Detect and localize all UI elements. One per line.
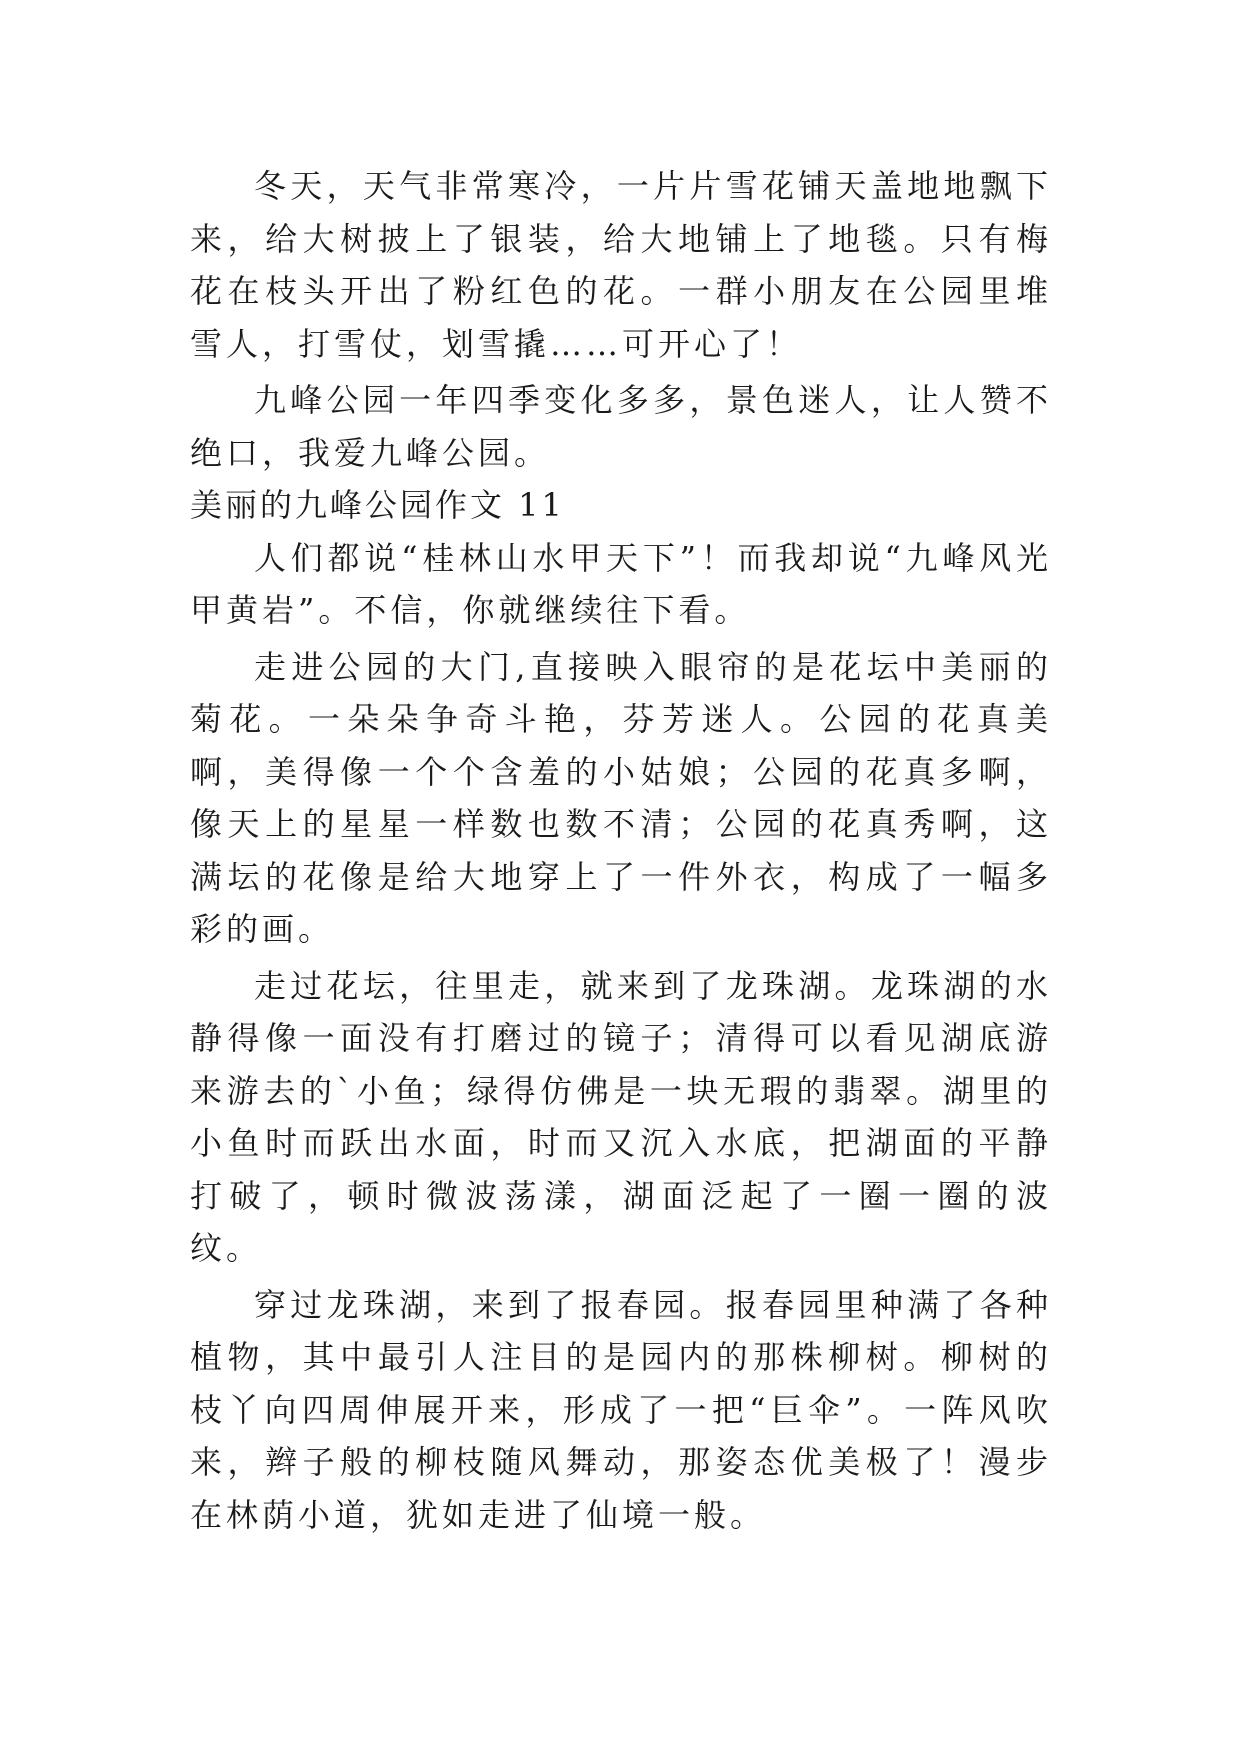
paragraph-conclusion: 九峰公园一年四季变化多多，景色迷人，让人赞不绝口，我爱九峰公园。 xyxy=(190,381,1052,472)
essay-heading: 美丽的九峰公园作文 11 xyxy=(190,486,565,524)
paragraph-flower-bed: 走进公园的大门,直接映入眼帘的是花坛中美丽的菊花。一朵朵争奇斗艳，芬芳迷人。公园的花真美啊，美得像一个个含羞的小姑娘；公园的花真多啊，像天上的星星一样数也数不清；公园的花真秀啊，这满坛的花像是给大地穿上了一件外衣，构成了一幅多彩的画。 xyxy=(190,647,1052,948)
document-body xyxy=(190,160,1052,1541)
paragraph-winter: 冬天，天气非常寒冷，一片片雪花铺天盖地地飘下来，给大树披上了银装，给大地铺上了地毯。只有梅花在枝头开出了粉红色的花。一群小朋友在公园里堆雪人，打雪仗，划雪撬……可开心了！ xyxy=(190,167,1052,363)
paragraph-lake: 走过花坛，往里走，就来到了龙珠湖。龙珠湖的水静得像一面没有打磨过的镜子；清得可以看见湖底游来游去的`小鱼；绿得仿佛是一块无瑕的翡翠。湖里的小鱼时而跃出水面，时而又沉入水底，把湖面的平静打破了，顿时微波荡漾，湖面泛起了一圈一圈的波纹。 xyxy=(190,966,1052,1267)
paragraph-spring-garden: 穿过龙珠湖，来到了报春园。报春园里种满了各种植物，其中最引人注目的是园内的那株柳树。柳树的枝丫向四周伸展开来，形成了一把“巨伞”。一阵风吹来，辫子般的柳枝随风舞动，那姿态优美极了！漫步在林荫小道，犹如走进了仙境一般。 xyxy=(190,1285,1052,1534)
paragraph-intro: 人们都说“桂林山水甲天下”！而我却说“九峰风光甲黄岩”。不信，你就继续往下看。 xyxy=(190,538,1052,629)
